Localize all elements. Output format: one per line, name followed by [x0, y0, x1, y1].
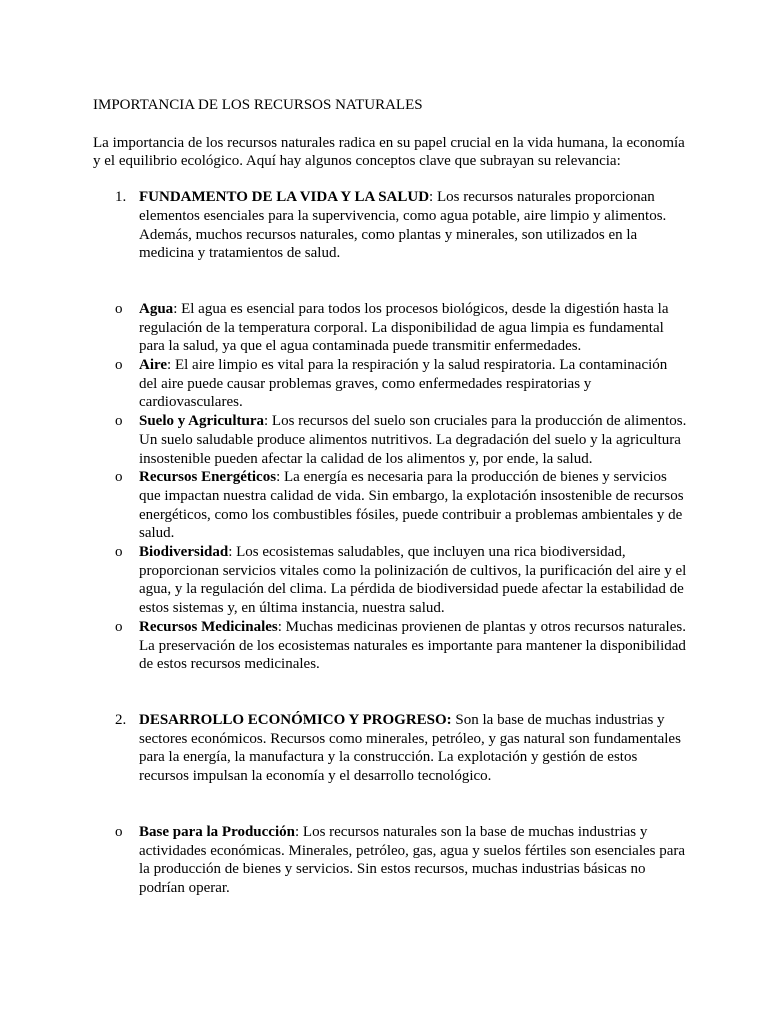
- bullet-text: : El aire limpio es vital para la respiración y la salud respiratoria. La contaminación del aire puede causar problemas graves, como enfermedades respiratorias y cardiovasculares.: [139, 357, 668, 411]
- list-item: [93, 300, 688, 356]
- bullet-term: Aire: [139, 357, 168, 374]
- section-number: 1.: [115, 189, 127, 206]
- bullet-text: : Los ecosistemas saludables, que incluyen una rica biodiversidad, proporcionan servicios vitales como la polinización de cultivos, la purificación del aire y el agua, y la regulación del clima. La pérdida de biodiversidad puede afectar la estabilidad de estos sistemas y, en última instancia, nuestra salud.: [139, 544, 687, 617]
- bullet-marker: o: [115, 469, 123, 486]
- list-item: [93, 543, 688, 618]
- bullet-text: : Muchas medicinas provienen de plantas y otros recursos naturales. La preservación de los ecosistemas naturales es importante para mantener la disponibilidad de estos recursos medicinales.: [139, 618, 686, 673]
- section-text: : Los recursos naturales proporcionan elementos esenciales para la supervivencia, como agua potable, aire limpio y alimentos. Además, muchos recursos naturales, como plantas y minerales, son utilizados en la medicina y tratamientos de salud.: [139, 189, 667, 262]
- intro-paragraph: La importancia de los recursos naturales radica en su papel crucial en la vida humana, la economía y el equilibrio ecológico. Aquí hay algunos conceptos clave que subrayan su relevancia:: [93, 134, 685, 170]
- bullet-marker: o: [115, 618, 123, 635]
- bullet-marker: o: [115, 357, 123, 374]
- bullet-text: : El agua es esencial para todos los procesos biológicos, desde la digestión hasta la regulación de la temperatura corporal. La disponibilidad de agua limpia es fundamental para la salud, ya que el agua contaminada puede transmitir enfermedades.: [139, 300, 669, 355]
- bullet-marker: o: [115, 544, 123, 561]
- bullet-text: : La energía es necesaria para la producción de bienes y servicios que impactan nuestra calidad de vida. Sin embargo, la explotación insostenible de recursos energéticos, como los combustibles fósiles, puede contribuir a problemas ambientales y de salud.: [139, 469, 684, 542]
- section-2-bullets: [93, 823, 688, 898]
- bullet-text: : Los recursos naturales son la base de muchas industrias y actividades económicas. Minerales, petróleo, gas, agua y suelos fértiles son esenciales para la producción de bienes y servicios. Sin estos recursos, muchas industrias básicas no podrían operar.: [139, 823, 686, 896]
- bullet-marker: o: [115, 823, 123, 840]
- document-title: IMPORTANCIA DE LOS RECURSOS NATURALES: [93, 97, 423, 113]
- section-1: [93, 188, 688, 263]
- bullet-marker: o: [115, 300, 123, 317]
- section-2: [93, 711, 688, 786]
- bullet-term: Agua: [139, 300, 174, 317]
- section-number: 2.: [115, 711, 127, 728]
- list-item: [93, 356, 688, 412]
- section-heading: DESARROLLO ECONÓMICO Y PROGRESO:: [139, 711, 452, 728]
- list-item: [93, 823, 688, 898]
- section-heading: FUNDAMENTO DE LA VIDA Y LA SALUD: [139, 189, 430, 206]
- bullet-term: Recursos Medicinales: [139, 618, 278, 635]
- section-text: Son la base de muchas industrias y sectores económicos. Recursos como minerales, petróleo, y gas natural son fundamentales para la energía, la manufactura y la construcción. La explotación y gestión de estos recursos impulsan la economía y el desarrollo tecnológico.: [139, 711, 681, 785]
- list-item: [93, 618, 688, 674]
- bullet-term: Recursos Energéticos: [139, 469, 277, 486]
- bullet-term: Base para la Producción: [139, 823, 295, 840]
- section-1-bullets: [93, 300, 688, 674]
- bullet-marker: o: [115, 413, 123, 430]
- list-item: [93, 468, 688, 543]
- list-item: [93, 412, 688, 468]
- bullet-term: Biodiversidad: [139, 544, 229, 561]
- bullet-term: Suelo y Agricultura: [139, 413, 265, 430]
- bullet-text: : Los recursos del suelo son cruciales para la producción de alimentos. Un suelo saludable produce alimentos nutritivos. La degradación del suelo y la agricultura insostenible pueden afectar la calidad de los alimentos y, por ende, la salud.: [139, 413, 687, 467]
